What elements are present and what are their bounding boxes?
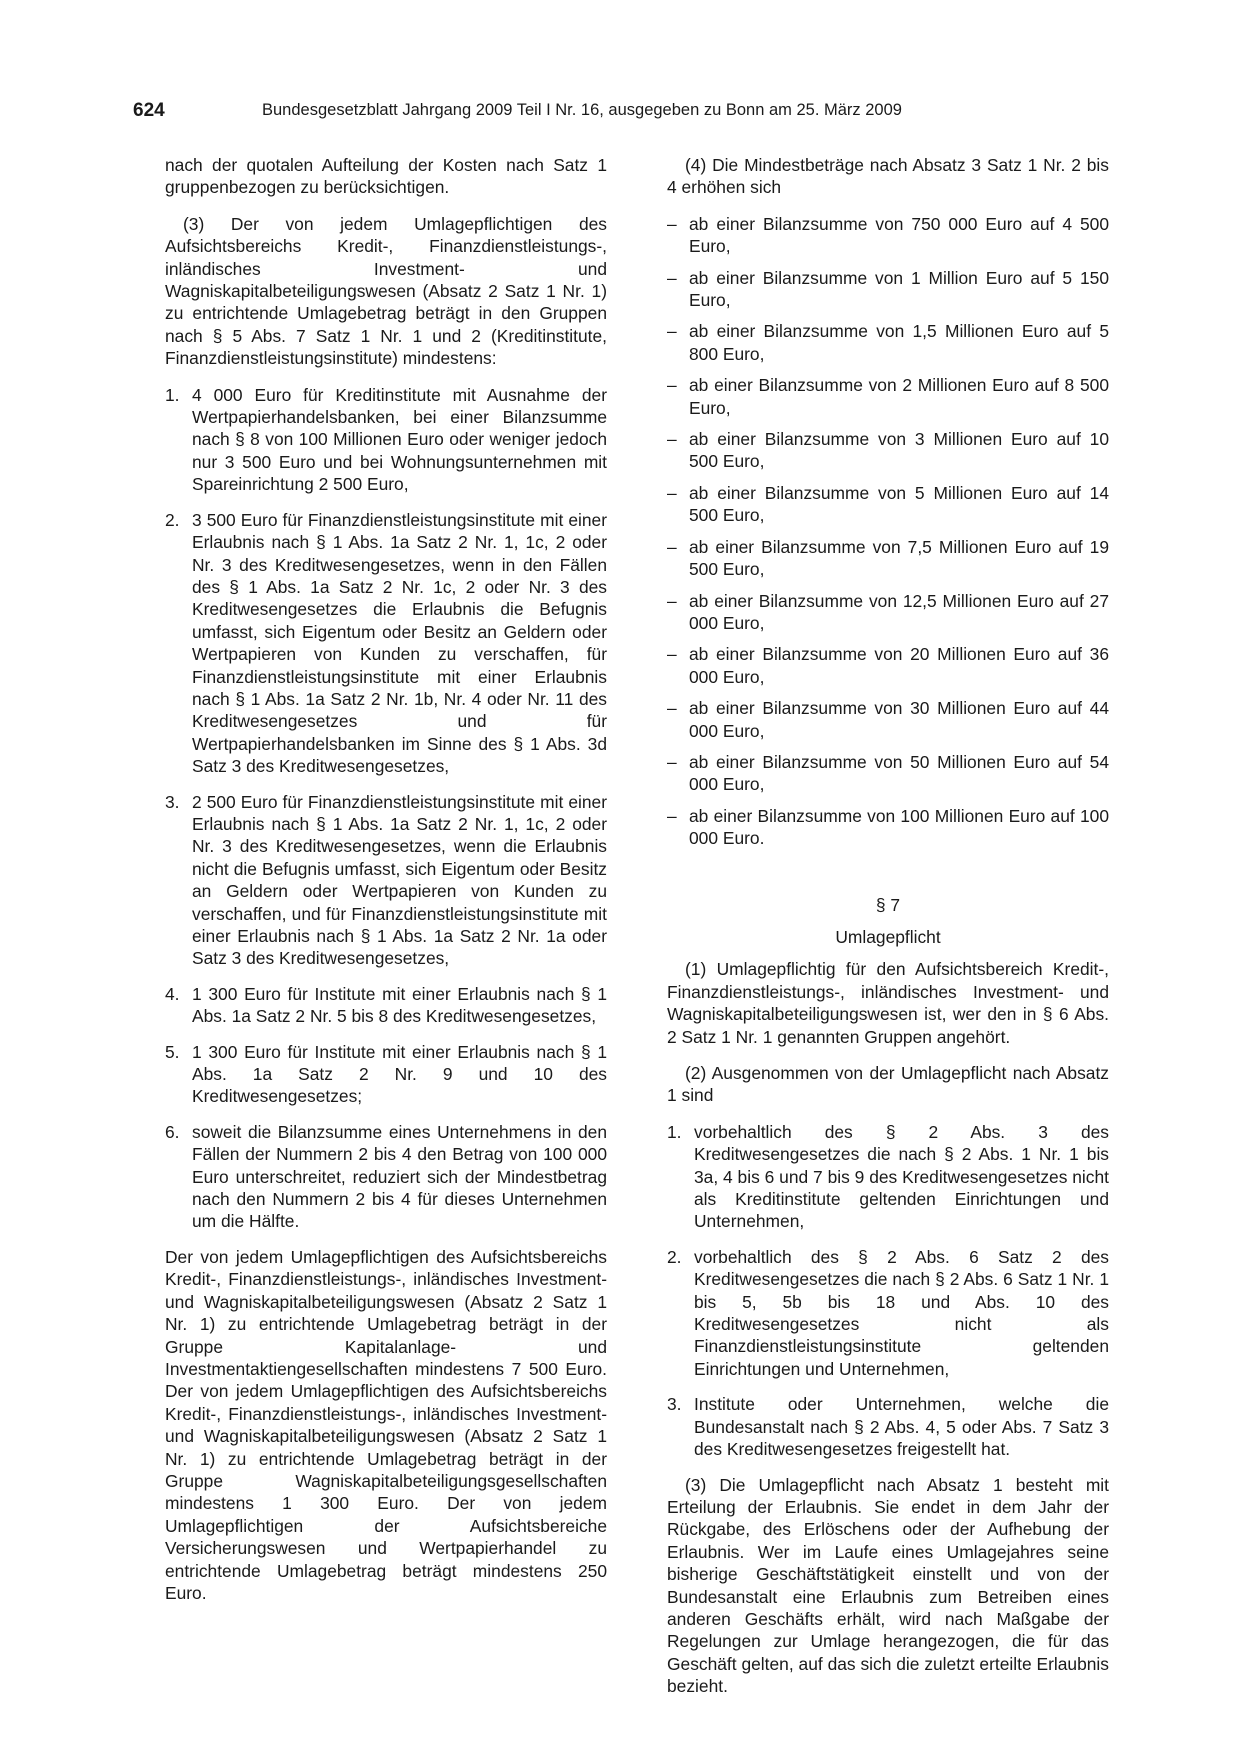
section-number: § 7 xyxy=(875,894,901,915)
list-item-text: 1 300 Euro für Institute mit einer Erlaubnis nach § 1 Abs. 1a Satz 2 Nr. 5 bis 8 des Kreditwesengesetzes, xyxy=(192,983,607,1027)
list-item xyxy=(165,509,607,778)
list-item xyxy=(667,1246,1109,1380)
dash-mark: – xyxy=(667,644,677,665)
dash-mark: – xyxy=(667,213,677,234)
list-item xyxy=(667,213,1109,258)
paragraph-umlagebetrag: Der von jedem Umlagepflichtigen des Aufsichtsbereichs Kredit-, Finanzdienstleistungs-, inländisches Investment- und Wagniskapitalbeteiligungswesen (Absatz 2 Satz 1 Nr. 1) zu entrichtende Umlagebetrag beträgt in der Gruppe Kapitalanlage- und Investmentaktiengesellschaften mindestens 7 500 Euro. Der von jedem Umlagepflichtigen des Aufsichtsbereichs Kredit-, Finanzdienstleistungs-, inländisches Investment- und Wagniskapitalbeteiligungswesen (Absatz 2 Satz 1 Nr. 1) zu entrichtende Umlagebetrag beträgt in der Gruppe Wagniskapitalbeteiligungsgesellschaften mindestens 1 300 Euro. Der von jedem Umlagepflichtigen der Aufsichtsbereiche Versicherungswesen und Wertpapierhandel zu entrichtende Umlagebetrag beträgt mindestens 250 Euro. xyxy=(165,1246,607,1603)
list-number: 5. xyxy=(165,1041,180,1062)
list-item xyxy=(165,791,607,970)
page-number: 624 xyxy=(133,100,165,121)
list-item-text: ab einer Bilanzsumme von 2 Millionen Euro auf 8 500 Euro, xyxy=(689,375,1109,418)
list-item-text: ab einer Bilanzsumme von 3 Millionen Euro auf 10 500 Euro, xyxy=(689,429,1109,472)
list-item-text: ab einer Bilanzsumme von 1 Million Euro auf 5 150 Euro, xyxy=(689,267,1109,311)
list-item-text: ab einer Bilanzsumme von 7,5 Millionen Euro auf 19 500 Euro, xyxy=(689,536,1109,580)
list-item xyxy=(667,267,1109,312)
list-number: 2. xyxy=(667,1246,682,1267)
list-item-text: vorbehaltlich des § 2 Abs. 6 Satz 2 des Kreditwesengesetzes die nach § 2 Abs. 6 Satz 1 Nr. 1 bis 5, 5b bis 18 und Abs. 10 des Kreditwesengesetzes nicht als Finanzdienstleistungsinstitute geltenden Einrichtungen und Unternehmen, xyxy=(694,1246,1109,1379)
dash-mark: – xyxy=(667,429,677,450)
list-item-text: 3 500 Euro für Finanzdienstleistungsinstitute mit einer Erlaubnis nach § 1 Abs. 1a Satz 2 Nr. 1, 1c, 2 oder Nr. 3 des Kreditwesengesetzes, wenn in den Fällen des § 1 Abs. 1a Satz 2 Nr. 1c, 2 oder Nr. 3 des Kreditwesengesetzes die Erlaubnis die Befugnis umfasst, sich Eigentum oder Besitz an Geldern oder Wertpapieren von Kunden zu verschaffen, für Finanzdienstleistungsinstitute mit einer Erlaubnis nach § 1 Abs. 1a Satz 2 Nr. 1b, Nr. 4 oder Nr. 11 des Kreditwesengesetzes und für Wertpapierhandelsbanken im Sinne des § 1 Abs. 3d Satz 3 des Kreditwesengesetzes, xyxy=(192,509,607,777)
list-item xyxy=(165,384,607,496)
list-item-text: ab einer Bilanzsumme von 50 Millionen Euro auf 54 000 Euro, xyxy=(689,751,1109,795)
dash-list-balance-sums xyxy=(667,213,1109,850)
paragraph-continuation: nach der quotalen Aufteilung der Kosten nach Satz 1 gruppenbezogen zu berücksichtigen. xyxy=(165,155,607,198)
list-item xyxy=(667,697,1109,742)
dash-mark: – xyxy=(667,482,677,503)
list-item xyxy=(667,751,1109,796)
list-item xyxy=(165,1121,607,1233)
list-item xyxy=(667,1121,1109,1233)
list-item xyxy=(165,1041,607,1108)
paragraph-7-absatz-3: (3) Die Umlagepflicht nach Absatz 1 besteht mit Erteilung der Erlaubnis. Sie endet in dem Jahr der Rückgabe, des Erlöschens oder der Aufhebung der Erlaubnis. Wer im Laufe eines Umlagejahres seine bisherige Geschäftstätigkeit einstellt und von der Bundesanstalt eine Erlaubnis zum Betreiben eines anderen Geschäfts erhält, wird nach Maßgabe der Regelungen zur Umlage herangezogen, die für das Geschäft gelten, auf das sich die zuletzt erteilte Erlaubnis bezieht. xyxy=(667,1474,1109,1697)
list-item-text: ab einer Bilanzsumme von 12,5 Millionen Euro auf 27 000 Euro, xyxy=(689,590,1109,633)
list-item-text: 4 000 Euro für Kreditinstitute mit Ausnahme der Wertpapierhandelsbanken, bei einer Bilanzsumme nach § 8 von 100 Millionen Euro oder weniger jedoch nur 3 500 Euro und bei Wohnungsunternehmen mit Spareinrichtung 2 500 Euro, xyxy=(192,384,607,495)
list-item-text: 1 300 Euro für Institute mit einer Erlaubnis nach § 1 Abs. 1a Satz 2 Nr. 9 und 10 des Kreditwesengesetzes; xyxy=(192,1041,607,1107)
dash-mark: – xyxy=(667,590,677,611)
dash-mark: – xyxy=(667,267,677,288)
list-number: 4. xyxy=(165,983,180,1004)
paragraph-7-absatz-1: (1) Umlagepflichtig für den Aufsichtsbereich Kredit-, Finanzdienstleistungs-, inländisches Investment- und Wagniskapitalbeteiligungswesen ist, wer den in § 6 Abs. 2 Satz 1 Nr. 1 genannten Gruppen angehört. xyxy=(667,959,1109,1047)
list-number: 6. xyxy=(165,1121,180,1142)
dash-mark: – xyxy=(667,536,677,557)
dash-mark: – xyxy=(667,805,677,826)
list-item-text: 2 500 Euro für Finanzdienstleistungsinstitute mit einer Erlaubnis nach § 1 Abs. 1a Satz 2 Nr. 1, 1c, 2 oder Nr. 3 des Kreditwesengesetzes, wenn die Erlaubnis nicht die Befugnis umfasst, sich Eigentum oder Besitz an Geldern oder Wertpapieren von Kunden zu verschaffen, und für Finanzdienstleistungsinstitute mit einer Erlaubnis nach § 1 Abs. 1a Satz 2 Nr. 1a oder Satz 3 des Kreditwesengesetzes, xyxy=(192,791,607,969)
list-item xyxy=(667,1393,1109,1460)
list-item xyxy=(667,482,1109,527)
list-item-text: ab einer Bilanzsumme von 1,5 Millionen Euro auf 5 800 Euro, xyxy=(689,321,1109,364)
list-item xyxy=(667,428,1109,473)
list-number: 1. xyxy=(667,1121,682,1142)
list-item-text: vorbehaltlich des § 2 Abs. 3 des Kreditwesengesetzes die nach § 2 Abs. 1 Nr. 1 bis 3a, 4 bis 6 und 7 bis 9 des Kreditwesengesetzes nicht als Kreditinstitute geltenden Einrichtungen und Unternehmen, xyxy=(694,1121,1109,1232)
list-item-text: ab einer Bilanzsumme von 30 Millionen Euro auf 44 000 Euro, xyxy=(689,698,1109,741)
list-item-text: ab einer Bilanzsumme von 100 Millionen Euro auf 100 000 Euro. xyxy=(689,805,1109,849)
list-item xyxy=(165,983,607,1028)
list-item-text: soweit die Bilanzsumme eines Unternehmens in den Fällen der Nummern 2 bis 4 den Betrag von 100 000 Euro unterschreitet, reduziert sich der Mindestbetrag nach den Nummern 2 bis 4 für dieses Unternehmen um die Hälfte. xyxy=(192,1121,607,1232)
list-number: 3. xyxy=(667,1394,682,1415)
list-item xyxy=(667,805,1109,850)
list-number: 2. xyxy=(165,509,180,530)
numbered-list-minimum-amounts xyxy=(165,384,607,1233)
dash-mark: – xyxy=(667,321,677,342)
list-item-text: Institute oder Unternehmen, welche die Bundesanstalt nach § 2 Abs. 4, 5 oder Abs. 7 Satz 3 des Kreditwesengesetzes freigestellt hat. xyxy=(694,1394,1109,1460)
dash-mark: – xyxy=(667,698,677,719)
list-item xyxy=(667,374,1109,419)
list-item xyxy=(667,643,1109,688)
dash-mark: – xyxy=(667,375,677,396)
section-title: Umlagepflicht xyxy=(835,926,941,947)
list-item-text: ab einer Bilanzsumme von 5 Millionen Euro auf 14 500 Euro, xyxy=(689,482,1109,526)
list-number: 3. xyxy=(165,791,180,812)
paragraph-absatz-3: (3) Der von jedem Umlagepflichtigen des Aufsichtsbereichs Kredit-, Finanzdienstleistungs-, inländisches Investment- und Wagniskapitalbeteiligungswesen (Absatz 2 Satz 1 Nr. 1) zu entrichtende Umlagebetrag beträgt in den Gruppen nach § 5 Abs. 7 Satz 1 Nr. 1 und 2 (Kreditinstitute, Finanzdienstleistungsinstitute) mindestens: xyxy=(165,213,607,369)
right-column xyxy=(667,154,1109,1712)
list-item xyxy=(667,590,1109,635)
list-number: 1. xyxy=(165,384,180,405)
running-head: Bundesgesetzblatt Jahrgang 2009 Teil I Nr. 16, ausgegeben zu Bonn am 25. März 2009 xyxy=(262,101,902,119)
left-column xyxy=(165,154,607,1618)
list-item xyxy=(667,320,1109,365)
paragraph-7-absatz-2: (2) Ausgenommen von der Umlagepflicht nach Absatz 1 sind xyxy=(667,1063,1109,1106)
list-item-text: ab einer Bilanzsumme von 20 Millionen Euro auf 36 000 Euro, xyxy=(689,644,1109,687)
paragraph-absatz-4: (4) Die Mindestbeträge nach Absatz 3 Satz 1 Nr. 2 bis 4 erhöhen sich xyxy=(667,155,1109,198)
list-item xyxy=(667,536,1109,581)
numbered-list-exemptions xyxy=(667,1121,1109,1461)
list-item-text: ab einer Bilanzsumme von 750 000 Euro auf 4 500 Euro, xyxy=(689,213,1109,257)
dash-mark: – xyxy=(667,751,677,772)
